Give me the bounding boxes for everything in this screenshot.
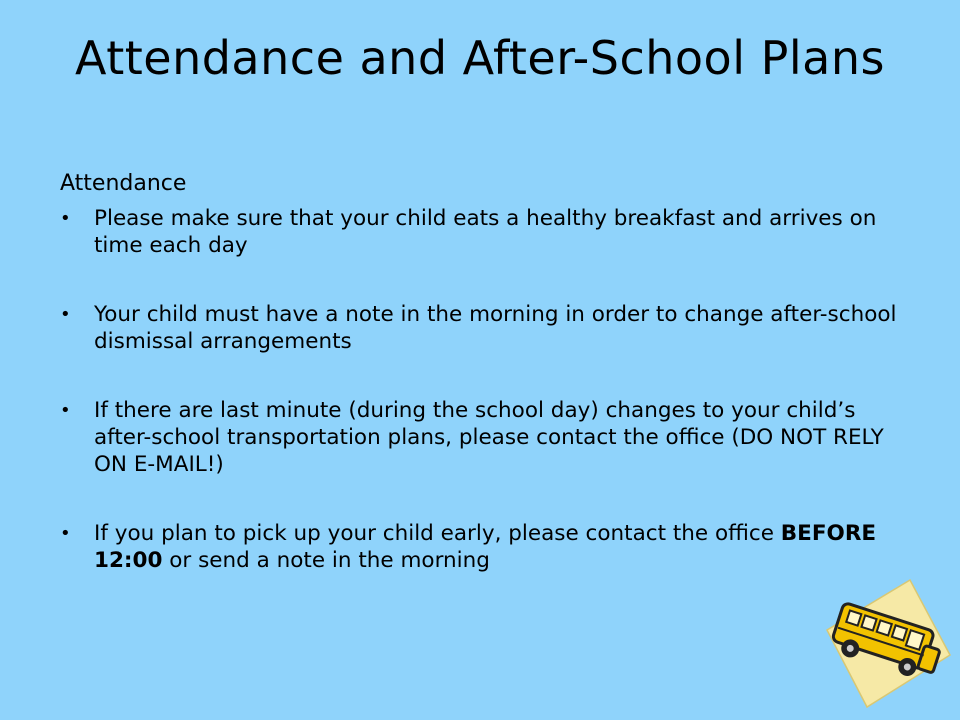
section-heading: Attendance (60, 171, 187, 196)
slide-title: Attendance and After-School Plans (75, 31, 885, 85)
bullet-text: If there are last minute (during the school day) changes to your child’s after-school transportation plans, please contact the office (DO NOT RELY ON E-MAIL!) (94, 398, 884, 477)
bullet-item (60, 301, 910, 355)
bullet-item (60, 205, 910, 259)
bullet-text (94, 521, 876, 573)
bullet-text-before: If you plan to pick up your child early, please contact the office (94, 521, 781, 546)
school-bus-illustration (815, 575, 955, 715)
bullet-item (60, 520, 910, 574)
bullet-text-after: or send a note in the morning (162, 548, 490, 573)
bullet-item (60, 397, 910, 478)
bullet-dot: • (60, 523, 71, 544)
bullet-dot: • (60, 400, 71, 421)
bullet-text-emphasis: BEFORE 12:00 (94, 521, 877, 573)
bullet-list (60, 205, 910, 616)
bullet-text: Please make sure that your child eats a healthy breakfast and arrives on time each day (94, 206, 877, 258)
bullet-text: Your child must have a note in the morning in order to change after-school dismissal arrangements (94, 302, 897, 354)
bullet-dot: • (60, 208, 71, 229)
bullet-dot: • (60, 304, 71, 325)
school-bus-icon (815, 575, 955, 715)
